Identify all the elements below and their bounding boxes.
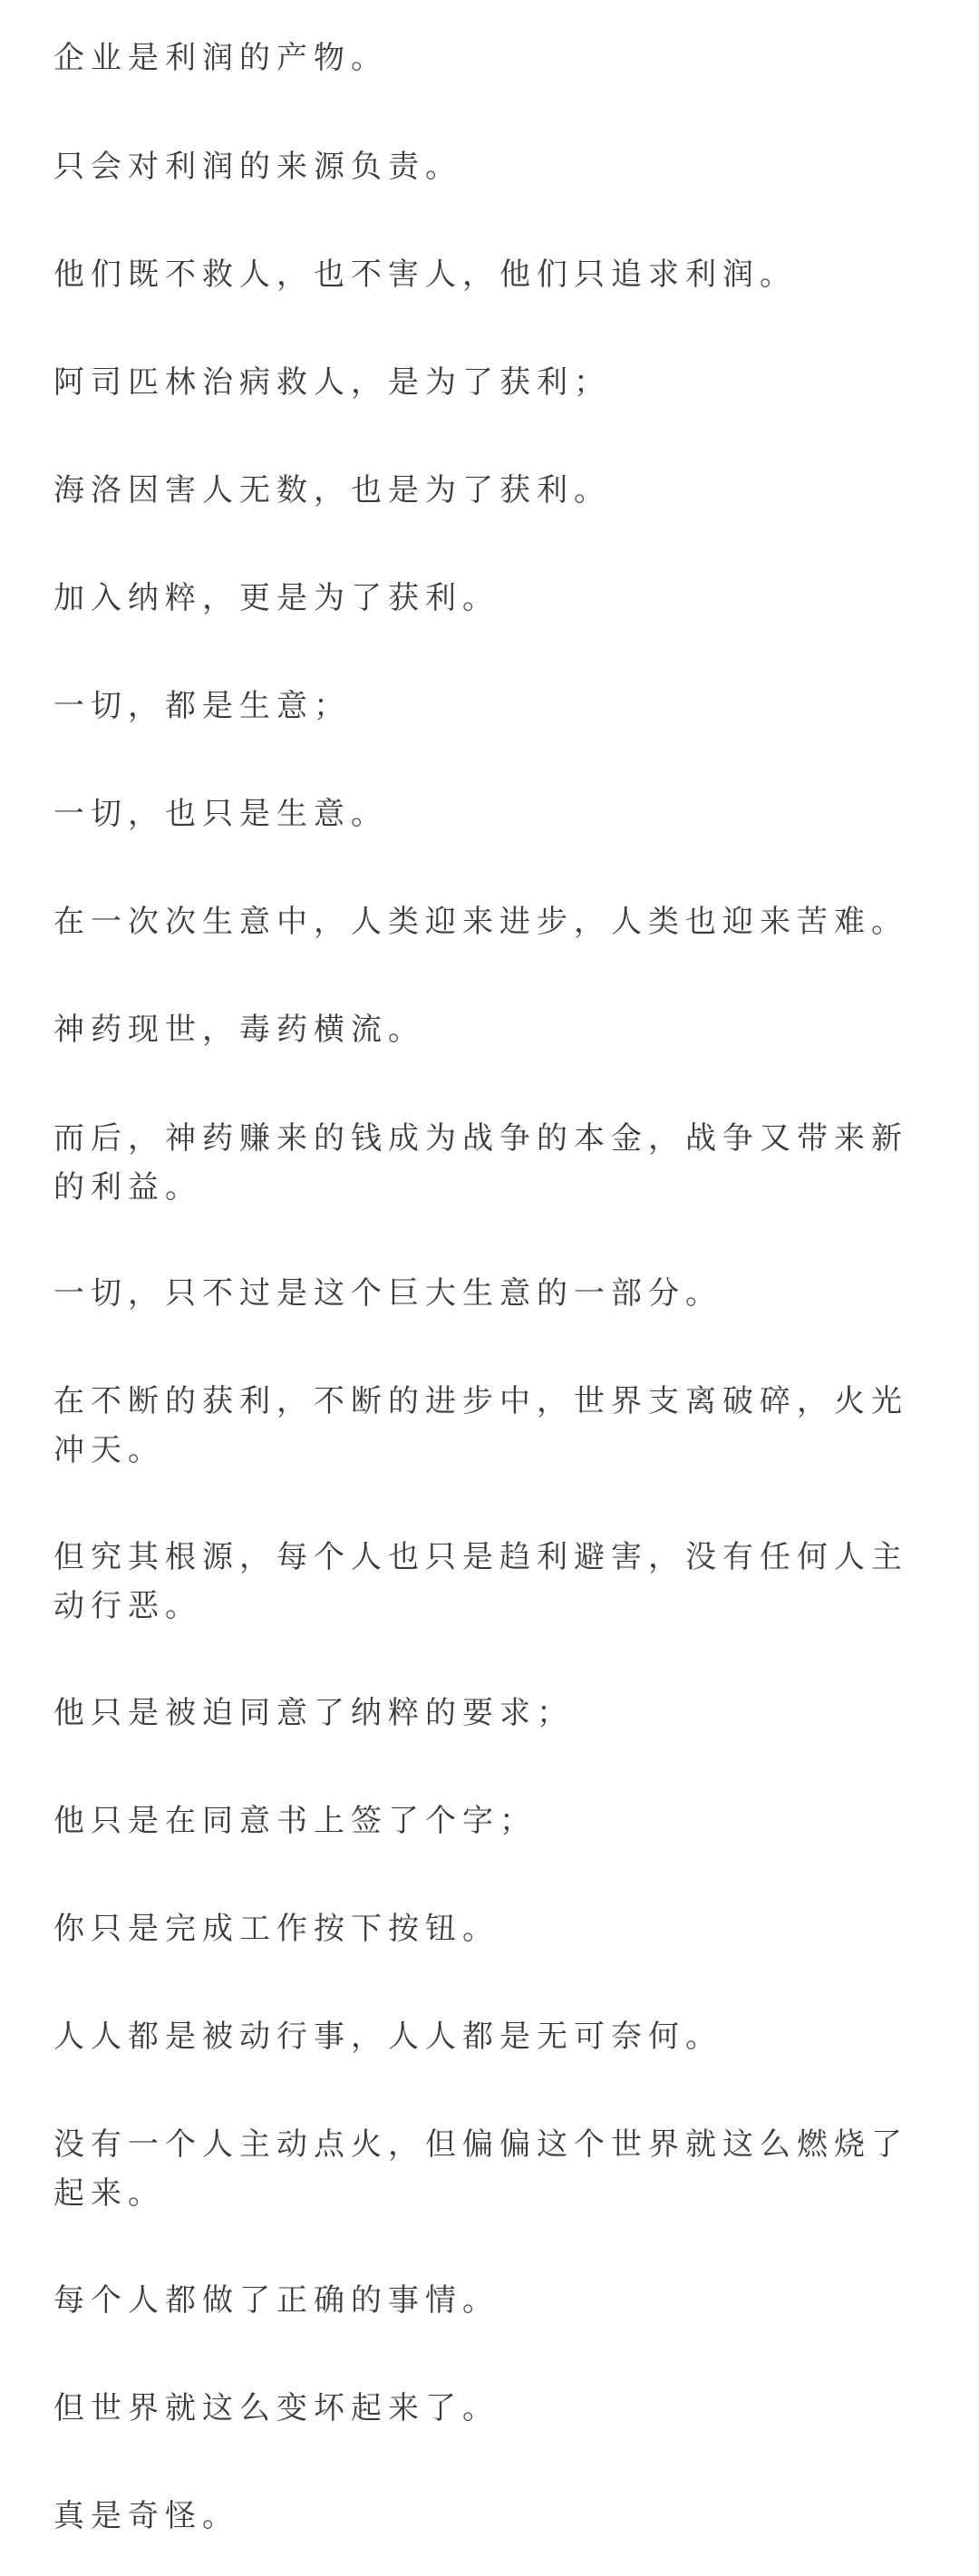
paragraph: 在一次次生意中，人类迎来进步，人类也迎来苦难。 — [53, 904, 908, 940]
paragraph: 加入纳粹，更是为了获利。 — [53, 580, 499, 616]
paragraph: 一切，都是生意； — [53, 688, 351, 724]
paragraph: 一切，只不过是这个巨大生意的一部分。 — [53, 1275, 722, 1312]
paragraph: 没有一个人主动点火，但偏偏这个世界就这么燃烧了起来。 — [53, 2126, 908, 2212]
paragraph: 你只是完成工作按下按钮。 — [53, 1911, 499, 1947]
paragraph: 但世界就这么变坏起来了。 — [53, 2390, 499, 2426]
paragraph: 他只是在同意书上签了个字； — [53, 1803, 537, 1839]
paragraph: 人人都是被动行事，人人都是无可奈何。 — [53, 2019, 722, 2055]
paragraph: 他只是被迫同意了纳粹的要求； — [53, 1695, 574, 1731]
paragraph: 阿司匹林治病救人，是为了获利； — [53, 364, 611, 401]
paragraph: 海洛因害人无数，也是为了获利。 — [53, 472, 611, 508]
paragraph: 但究其根源，每个人也只是趋利避害，没有任何人主动行恶。 — [53, 1539, 908, 1624]
paragraph: 一切，也只是生意。 — [53, 796, 388, 832]
paragraph: 神药现世，毒药横流。 — [53, 1012, 425, 1048]
paragraph: 只会对利润的来源负责。 — [53, 149, 462, 185]
paragraph: 企业是利润的产物。 — [53, 40, 388, 76]
paragraph: 在不断的获利，不断的进步中，世界支离破碎，火光冲天。 — [53, 1383, 908, 1468]
paragraph: 而后，神药赚来的钱成为战争的本金，战争又带来新的利益。 — [53, 1120, 908, 1206]
paragraph: 真是奇怪。 — [53, 2498, 239, 2534]
paragraph: 每个人都做了正确的事情。 — [53, 2282, 499, 2319]
paragraph: 他们既不救人，也不害人，他们只追求利润。 — [53, 257, 797, 293]
